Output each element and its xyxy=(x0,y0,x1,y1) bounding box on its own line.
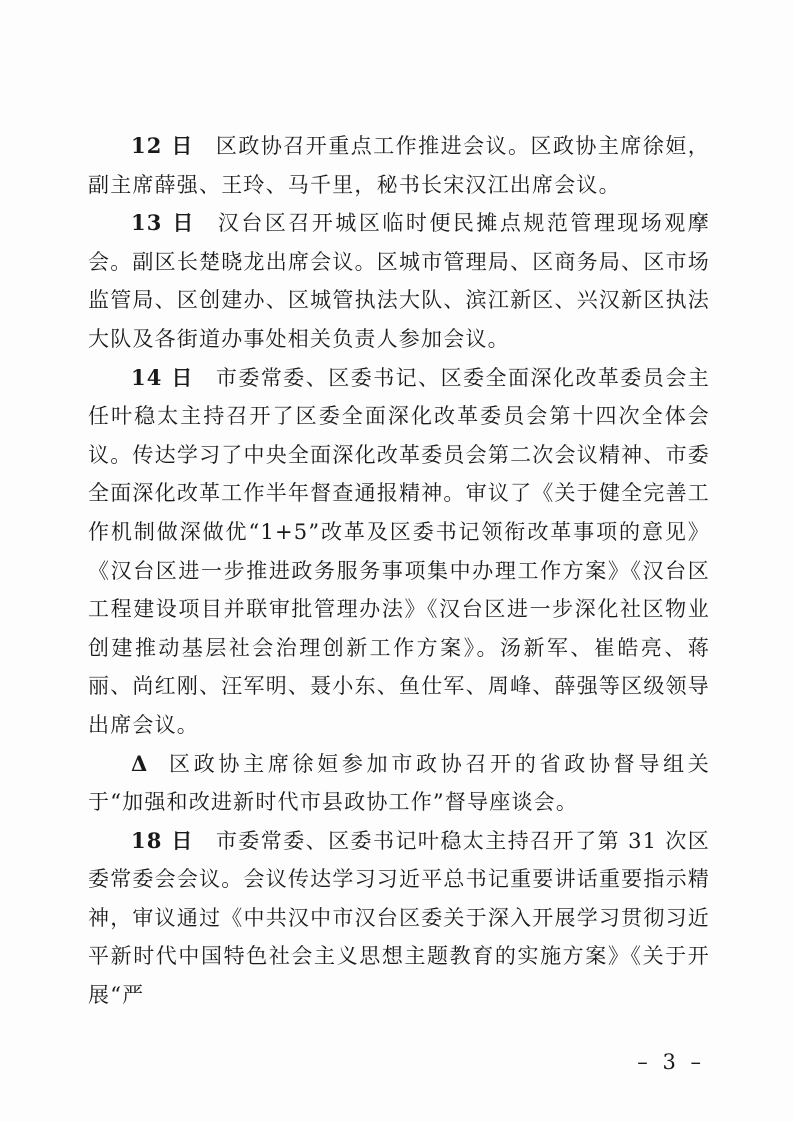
paragraph-text: 区政协召开重点工作推进会议。区政协主席徐姮，副主席薛强、王玲、马千里，秘书长宋汉江出席会议。 xyxy=(88,134,710,197)
date-label: 18 日 xyxy=(131,827,194,853)
paragraph-text: 汉台区召开城区临时便民摊点规范管理现场观摩会。副区长楚晓龙出席会议。区城市管理局、区商务局、区市场监管局、区创建办、区城管执法大队、滨江新区、兴汉新区执法大队及各街道办事处相关负责人参加会议。 xyxy=(88,211,710,351)
delta-marker: Δ xyxy=(131,750,149,776)
paragraph-day-14 xyxy=(88,359,710,745)
paragraph-day-18 xyxy=(88,822,710,1015)
paragraph-text: 区政协主席徐姮参加市政协召开的省政协督导组关于“加强和改进新时代市县政协工作”督导座谈会。 xyxy=(88,751,710,815)
page-number: – 3 – xyxy=(637,1050,705,1074)
paragraph-day-12 xyxy=(88,127,710,204)
paragraph-delta-entry xyxy=(88,745,710,822)
date-label: 14 日 xyxy=(131,364,194,390)
paragraph-day-13 xyxy=(88,204,710,358)
date-label: 13 日 xyxy=(131,210,196,236)
document-body xyxy=(88,127,710,1015)
paragraph-text: 市委常委、区委书记叶稳太主持召开了第 31 次区委常委会会议。会议传达学习习近平总书记重要讲话重要指示精神，审议通过《中共汉中市汉台区委关于深入开展学习贯彻习近平新时代中国特色社会主义思想主题教育的实施方案》《关于开展“严 xyxy=(88,828,710,1008)
date-label: 12 日 xyxy=(131,133,194,158)
paragraph-text: 市委常委、区委书记、区委全面深化改革委员会主任叶稳太主持召开了区委全面深化改革委员会第十四次全体会议。传达学习了中央全面深化改革委员会第二次会议精神、市委全面深化改革工作半年督查通报精神。审议了《关于健全完善工作机制做深做优“1+5”改革及区委书记领衔改革事项的意见》《汉台区进一步推进政务服务事项集中办理工作方案》《汉台区工程建设项目并联审批管理办法》《汉台区进一步深化社区物业创建推动基层社会治理创新工作方案》。汤新军、崔皓亮、蒋丽、尚红刚、汪军明、聂小东、鱼仕军、周峰、薛强等区级领导出席会议。 xyxy=(88,365,710,737)
